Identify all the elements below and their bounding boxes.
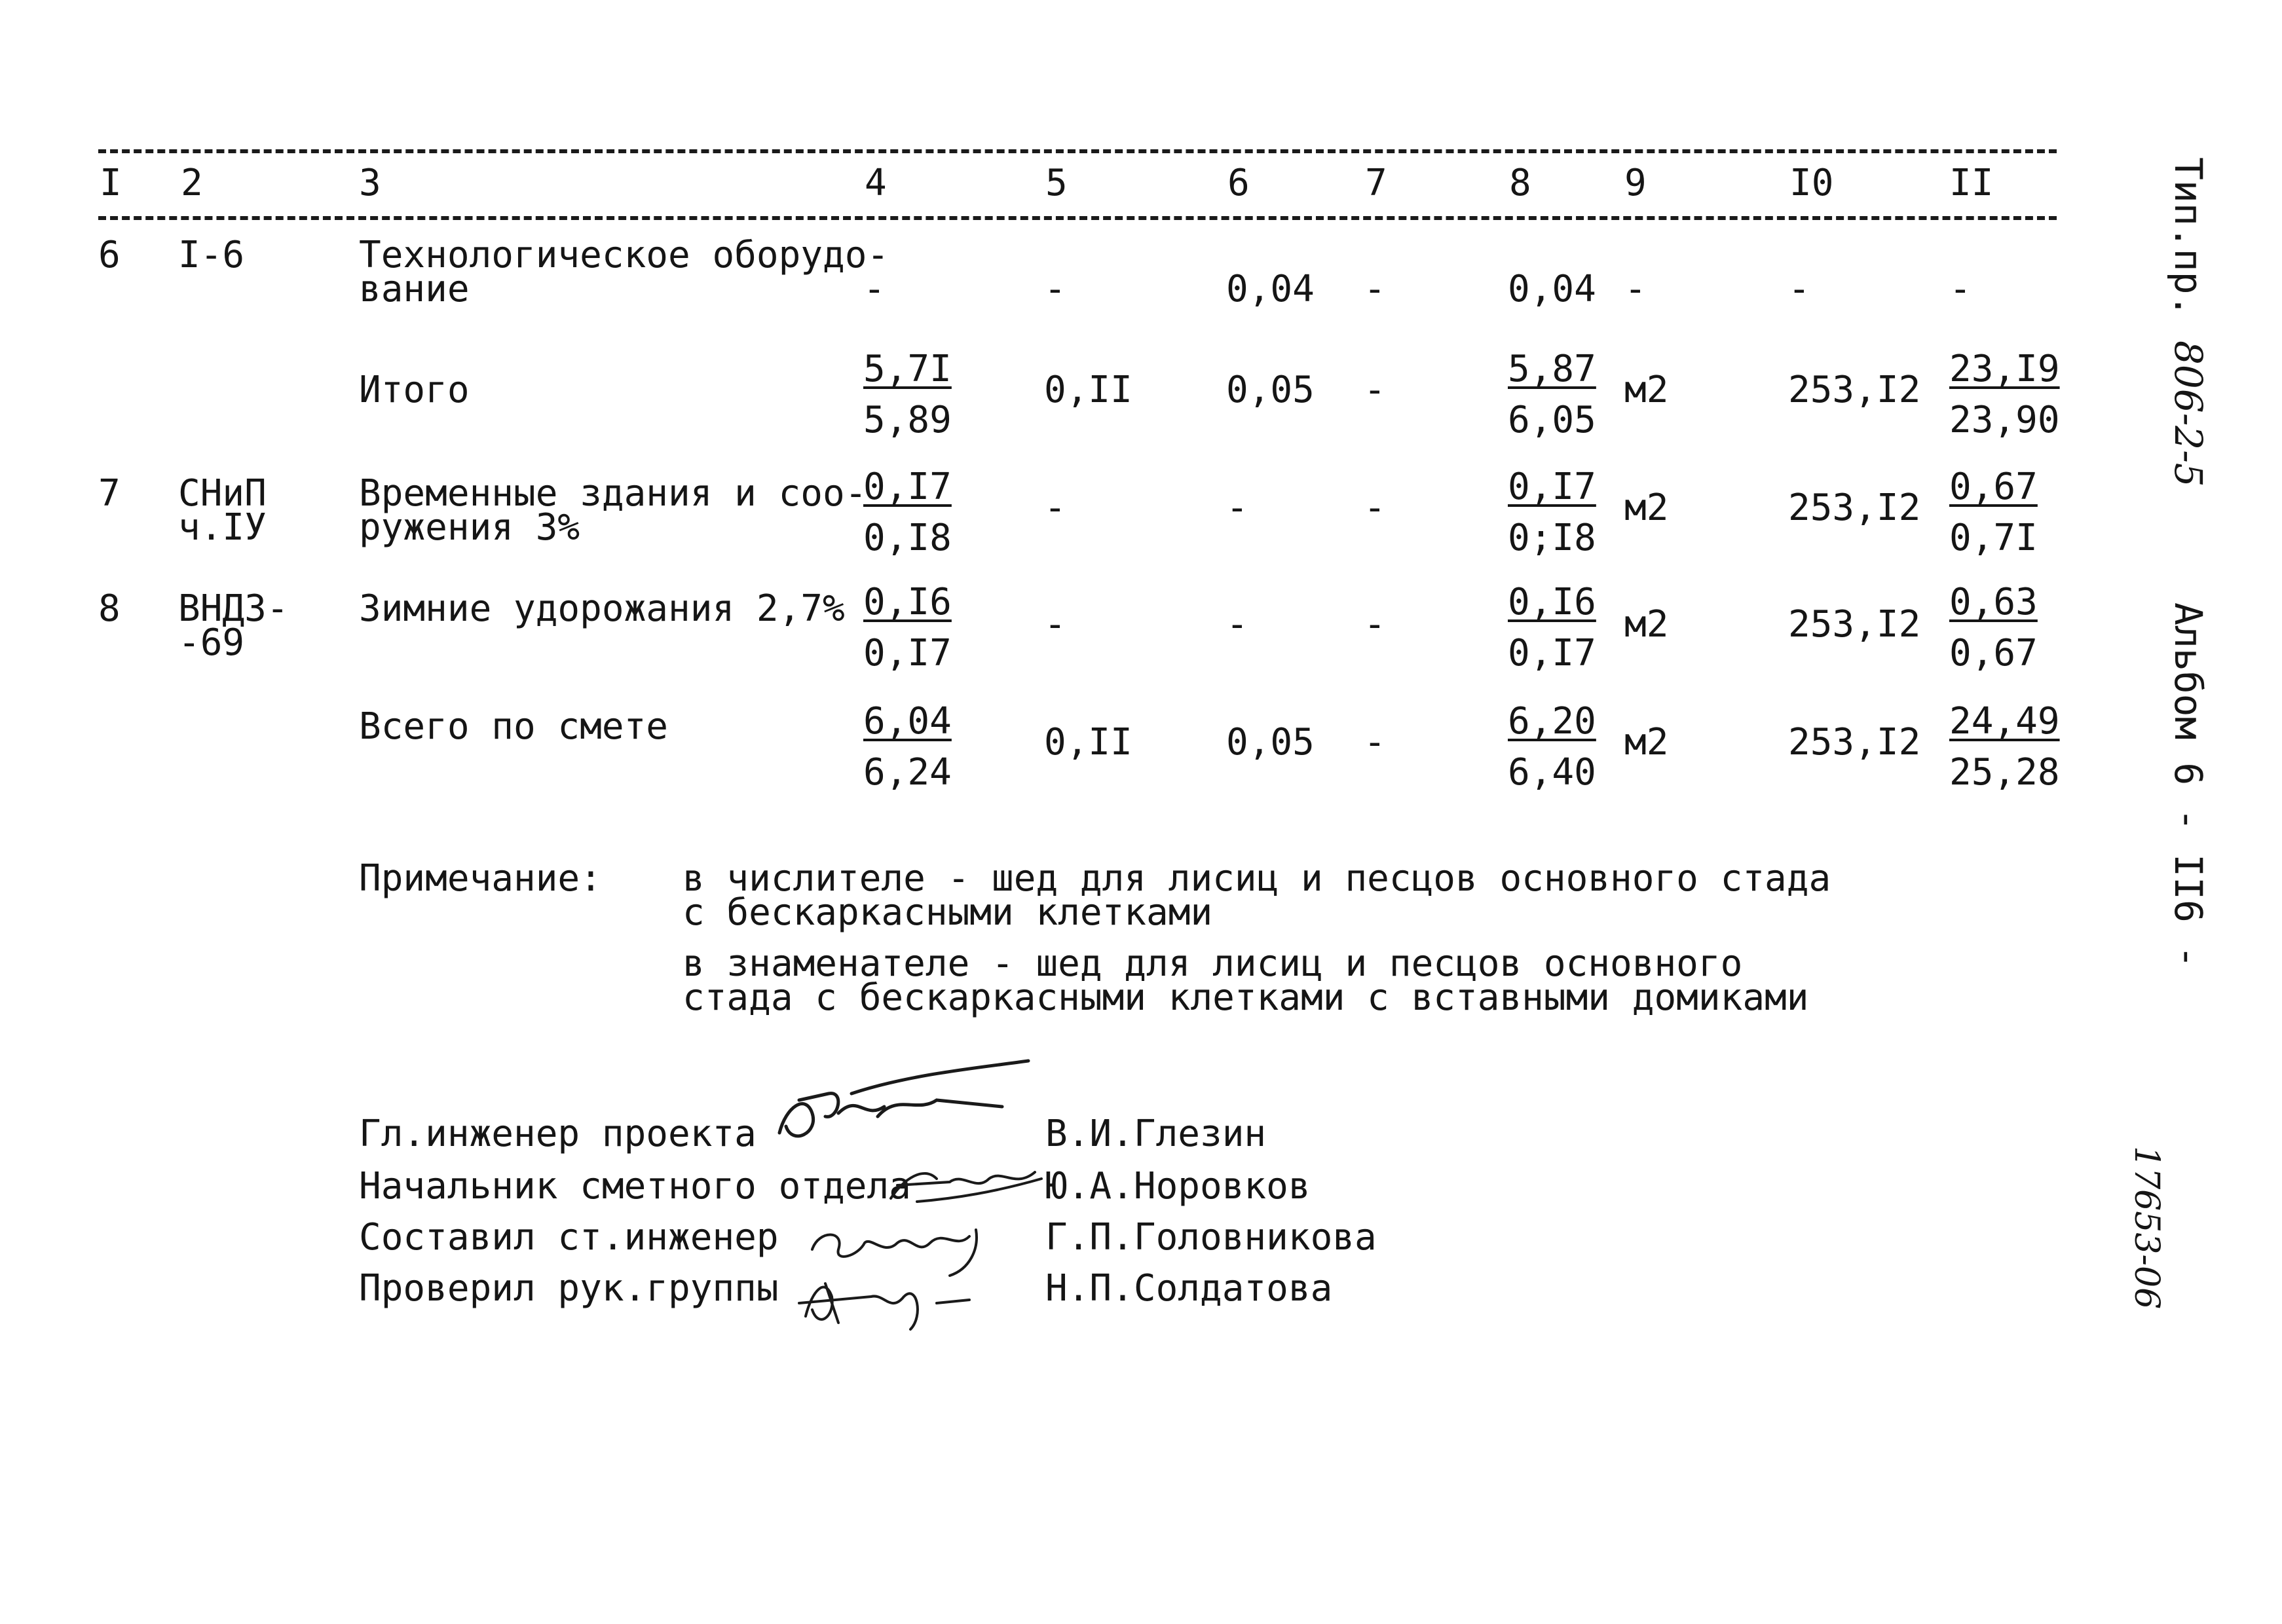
row-8-c8 (1508, 583, 1596, 673)
total-c5: 0,II (1044, 721, 1132, 764)
side-album: Альбом 6 - II6 - (2166, 602, 2211, 969)
subtotal-c8 (1508, 350, 1596, 440)
signature-name-1: В.И.Глезин (1045, 1113, 1267, 1155)
row-7-basis-line2: ч.IУ (178, 506, 267, 549)
total-c7: - (1364, 721, 1386, 764)
subtotal-c7: - (1364, 369, 1386, 411)
total-c9: м2 (1624, 721, 1669, 764)
col-header-3: 3 (359, 162, 381, 204)
row-6-c6: 0,04 (1226, 268, 1315, 310)
total-c8-den: 6,40 (1508, 751, 1596, 794)
total-c8-num: 6,20 (1508, 700, 1596, 743)
subtotal-c6: 0,05 (1226, 369, 1315, 411)
row-7-c8 (1508, 468, 1596, 558)
row-8-c4-num: 0,I6 (863, 581, 952, 623)
row-7-c8-num: 0,I7 (1508, 466, 1596, 508)
row-6-c8: 0,04 (1508, 268, 1596, 310)
row-7-name-line2: ружения 3% (359, 506, 580, 549)
header-top-rule (98, 149, 2057, 153)
note-line-1: в числителе - шед для лисиц и песцов основного стада (683, 857, 1831, 900)
row-8-basis-line2: -69 (178, 621, 245, 664)
row-7-c6: - (1226, 487, 1248, 529)
row-7-c8-den: 0;I8 (1508, 517, 1596, 559)
row-6-name-line2: вание (359, 268, 470, 310)
row-6-c10: - (1788, 268, 1810, 310)
total-c4-num: 6,04 (863, 700, 952, 743)
subtotal-c10: 253,I2 (1788, 369, 1921, 411)
signature-role-2: Начальник сметного отдела (359, 1165, 911, 1208)
row-8-c11-num: 0,63 (1949, 581, 2038, 623)
col-header-9: 9 (1624, 162, 1647, 204)
row-8-c4-den: 0,I7 (863, 632, 952, 674)
header-bottom-rule (98, 216, 2057, 220)
subtotal-c4-den: 5,89 (863, 399, 952, 441)
handwritten-signature-2 (878, 1153, 1055, 1211)
row-7-name-line1: Временные здания и соо- (359, 472, 867, 515)
row-7-c10: 253,I2 (1788, 487, 1921, 529)
row-6-c4: - (863, 268, 886, 310)
subtotal-c4 (863, 350, 952, 440)
row-8-c9: м2 (1624, 603, 1669, 646)
row-6-name-line1: Технологическое оборудо- (359, 234, 889, 276)
row-8-c5: - (1044, 603, 1066, 646)
total-c11-den: 25,28 (1949, 751, 2060, 794)
subtotal-c4-num: 5,7I (863, 348, 952, 390)
row-7-basis-line1: СНиП (178, 472, 267, 515)
signature-role-1: Гл.инженер проекта (359, 1113, 757, 1155)
col-header-2: 2 (181, 162, 203, 204)
row-7-c4-num: 0,I7 (863, 466, 952, 508)
note-label: Примечание: (359, 857, 602, 900)
subtotal-c8-num: 5,87 (1508, 348, 1596, 390)
row-7-c9: м2 (1624, 487, 1669, 529)
side-doc-number: 17653-06 (2127, 1146, 2166, 1310)
signature-name-3: Г.П.Головникова (1045, 1216, 1377, 1259)
signature-role-4: Проверил рук.группы (359, 1267, 779, 1310)
row-7-c11-den: 0,7I (1949, 517, 2038, 559)
col-header-4: 4 (865, 162, 887, 204)
row-8-name: Зимние удорожания 2,7% (359, 587, 845, 630)
handwritten-signature-1 (766, 1054, 1041, 1153)
row-8-no: 8 (98, 587, 121, 630)
row-8-basis-line1: ВНДЗ- (178, 587, 289, 630)
row-6-basis: I-6 (178, 234, 245, 276)
col-header-11: II (1949, 162, 1994, 204)
row-7-c5: - (1044, 487, 1066, 529)
subtotal-name: Итого (359, 369, 470, 411)
row-6-no: 6 (98, 234, 121, 276)
total-c8 (1508, 702, 1596, 792)
total-name: Всего по смете (359, 705, 669, 748)
signature-role-3: Составил ст.инженер (359, 1216, 779, 1259)
col-header-1: I (100, 162, 122, 204)
total-c11 (1949, 702, 2060, 792)
row-7-no: 7 (98, 472, 121, 515)
side-project-number: 806-2-5 (2166, 341, 2211, 487)
row-6-c7: - (1364, 268, 1386, 310)
col-header-6: 6 (1227, 162, 1250, 204)
col-header-8: 8 (1509, 162, 1531, 204)
handwritten-signature-4 (786, 1257, 982, 1342)
row-8-c8-den: 0,I7 (1508, 632, 1596, 674)
total-c4 (863, 702, 952, 792)
row-8-c11-den: 0,67 (1949, 632, 2038, 674)
row-7-c4 (863, 468, 952, 558)
row-6-c5: - (1044, 268, 1066, 310)
col-header-10: I0 (1789, 162, 1834, 204)
col-header-7: 7 (1365, 162, 1387, 204)
total-c6: 0,05 (1226, 721, 1315, 764)
note-line-4: стада с бескаркасными клетками с вставными домиками (683, 976, 1809, 1019)
total-c10: 253,I2 (1788, 721, 1921, 764)
row-8-c7: - (1364, 603, 1386, 646)
row-8-c4 (863, 583, 952, 673)
subtotal-c5: 0,II (1044, 369, 1132, 411)
subtotal-c8-den: 6,05 (1508, 399, 1596, 441)
signature-name-4: Н.П.Солдатова (1045, 1267, 1333, 1310)
row-8-c6: - (1226, 603, 1248, 646)
total-c11-num: 24,49 (1949, 700, 2060, 743)
subtotal-c11-num: 23,I9 (1949, 348, 2060, 390)
subtotal-c11-den: 23,90 (1949, 399, 2060, 441)
row-7-c11-num: 0,67 (1949, 466, 2038, 508)
row-7-c4-den: 0,I8 (863, 517, 952, 559)
subtotal-c11 (1949, 350, 2060, 440)
row-7-c7: - (1364, 487, 1386, 529)
row-8-c10: 253,I2 (1788, 603, 1921, 646)
note-line-3: в знаменателе - шед для лисиц и песцов основного (683, 942, 1743, 985)
row-6-c11: - (1949, 268, 1972, 310)
row-6-c9: - (1624, 268, 1647, 310)
signature-name-2: Ю.А.Норовков (1045, 1165, 1311, 1208)
row-7-c11 (1949, 468, 2038, 558)
row-8-c8-num: 0,I6 (1508, 581, 1596, 623)
side-project-label: Тип.пр. (2166, 157, 2211, 318)
note-line-2: с бескаркасными клетками (683, 891, 1213, 934)
col-header-5: 5 (1045, 162, 1068, 204)
subtotal-c9: м2 (1624, 369, 1669, 411)
total-c4-den: 6,24 (863, 751, 952, 794)
row-8-c11 (1949, 583, 2038, 673)
